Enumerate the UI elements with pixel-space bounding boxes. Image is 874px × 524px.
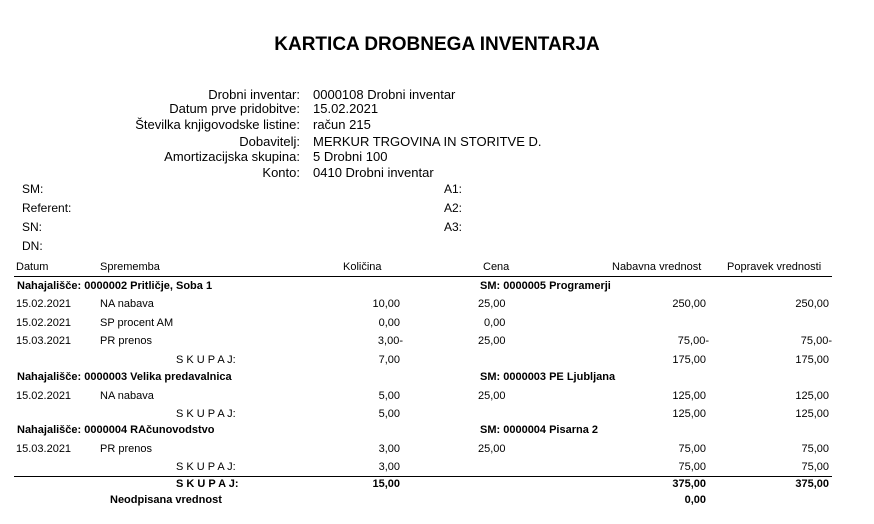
total-divider bbox=[14, 476, 832, 477]
row-popravek: 75,00 bbox=[801, 443, 829, 455]
sum-label: S K U P A J: bbox=[176, 408, 236, 420]
neodpisana-label: Neodpisana vrednost bbox=[110, 494, 222, 506]
row-kolicina: 0,00 bbox=[378, 317, 400, 329]
neodpisana-value: 0,00 bbox=[684, 494, 706, 506]
header-value-skupina: 5 Drobni 100 bbox=[313, 149, 388, 164]
row-datum: 15.03.2021 bbox=[16, 335, 72, 347]
field-dn: DN: bbox=[22, 239, 43, 253]
row-datum: 15.02.2021 bbox=[16, 298, 72, 310]
row-datum: 15.03.2021 bbox=[16, 443, 72, 455]
header-divider bbox=[14, 276, 832, 277]
sum-kolicina: 3,00 bbox=[378, 461, 400, 473]
row-cena: 25,00 bbox=[478, 298, 506, 310]
group-sm: SM: 0000003 PE Ljubljana bbox=[480, 371, 616, 383]
sum-nabavna: 125,00 bbox=[672, 408, 706, 420]
col-popravek: Popravek vrednosti bbox=[727, 261, 822, 273]
row-cena: 25,00 bbox=[478, 390, 506, 402]
row-nabavna: 250,00 bbox=[672, 298, 706, 310]
row-cena: 25,00 bbox=[478, 443, 506, 455]
row-sprememba: SP procent AM bbox=[100, 317, 174, 329]
row-kolicina: 3,00- bbox=[377, 335, 403, 347]
field-sn: SN: bbox=[22, 220, 43, 234]
row-popravek: 75,00- bbox=[800, 335, 832, 347]
field-referent: Referent: bbox=[22, 201, 72, 215]
sum-kolicina: 5,00 bbox=[378, 408, 400, 420]
header-label-listina: Številka knjigovodske listine: bbox=[135, 117, 300, 132]
col-kolicina: Količina bbox=[343, 261, 382, 273]
row-kolicina: 5,00 bbox=[378, 390, 400, 402]
header-value-inventar: 0000108 Drobni inventar bbox=[313, 87, 456, 102]
total-label: S K U P A J: bbox=[176, 478, 239, 490]
sum-nabavna: 75,00 bbox=[678, 461, 706, 473]
header-label-datum: Datum prve pridobitve: bbox=[169, 101, 300, 116]
col-cena: Cena bbox=[483, 261, 510, 273]
col-nabavna: Nabavna vrednost bbox=[612, 261, 702, 273]
col-datum: Datum bbox=[16, 261, 49, 273]
row-sprememba: NA nabava bbox=[100, 390, 154, 402]
header-value-dobavitelj: MERKUR TRGOVINA IN STORITVE D. bbox=[313, 134, 542, 149]
sum-nabavna: 175,00 bbox=[672, 354, 706, 366]
header-label-dobavitelj: Dobavitelj: bbox=[239, 134, 300, 149]
row-datum: 15.02.2021 bbox=[16, 317, 72, 329]
header-value-datum: 15.02.2021 bbox=[313, 101, 379, 116]
sum-kolicina: 7,00 bbox=[378, 354, 400, 366]
sum-popravek: 75,00 bbox=[801, 461, 829, 473]
field-a2: A2: bbox=[444, 201, 463, 215]
row-nabavna: 125,00 bbox=[672, 390, 706, 402]
sum-label: S K U P A J: bbox=[176, 354, 236, 366]
field-a3: A3: bbox=[444, 220, 463, 234]
total-nabavna: 375,00 bbox=[672, 478, 706, 490]
group-location: Nahajališče: 0000004 RAčunovodstvo bbox=[17, 424, 215, 436]
report-title: KARTICA DROBNEGA INVENTARJA bbox=[274, 34, 600, 55]
row-popravek: 250,00 bbox=[795, 298, 829, 310]
row-cena: 0,00 bbox=[484, 317, 506, 329]
row-sprememba: PR prenos bbox=[100, 443, 152, 455]
row-kolicina: 10,00 bbox=[372, 298, 400, 310]
header-value-listina: račun 215 bbox=[313, 117, 371, 132]
row-datum: 15.02.2021 bbox=[16, 390, 72, 402]
field-sm: SM: bbox=[22, 182, 44, 196]
total-popravek: 375,00 bbox=[795, 478, 829, 490]
group-sm: SM: 0000004 Pisarna 2 bbox=[480, 424, 599, 436]
row-cena: 25,00 bbox=[478, 335, 506, 347]
row-sprememba: PR prenos bbox=[100, 335, 152, 347]
group-sm: SM: 0000005 Programerji bbox=[480, 280, 611, 292]
sum-popravek: 175,00 bbox=[795, 354, 829, 366]
group-location: Nahajališče: 0000002 Pritličje, Soba 1 bbox=[17, 280, 213, 292]
row-nabavna: 75,00- bbox=[677, 335, 709, 347]
row-nabavna: 75,00 bbox=[678, 443, 706, 455]
row-popravek: 125,00 bbox=[795, 390, 829, 402]
header-label-inventar: Drobni inventar: bbox=[208, 87, 300, 102]
col-sprememba: Sprememba bbox=[100, 261, 160, 273]
row-kolicina: 3,00 bbox=[378, 443, 400, 455]
header-label-skupina: Amortizacijska skupina: bbox=[164, 149, 300, 164]
header-value-konto: 0410 Drobni inventar bbox=[313, 165, 434, 180]
group-location: Nahajališče: 0000003 Velika predavalnica bbox=[17, 371, 232, 383]
sum-label: S K U P A J: bbox=[176, 461, 236, 473]
header-label-konto: Konto: bbox=[262, 165, 300, 180]
field-a1: A1: bbox=[444, 182, 463, 196]
total-kolicina: 15,00 bbox=[372, 478, 400, 490]
sum-popravek: 125,00 bbox=[795, 408, 829, 420]
row-sprememba: NA nabava bbox=[100, 298, 154, 310]
